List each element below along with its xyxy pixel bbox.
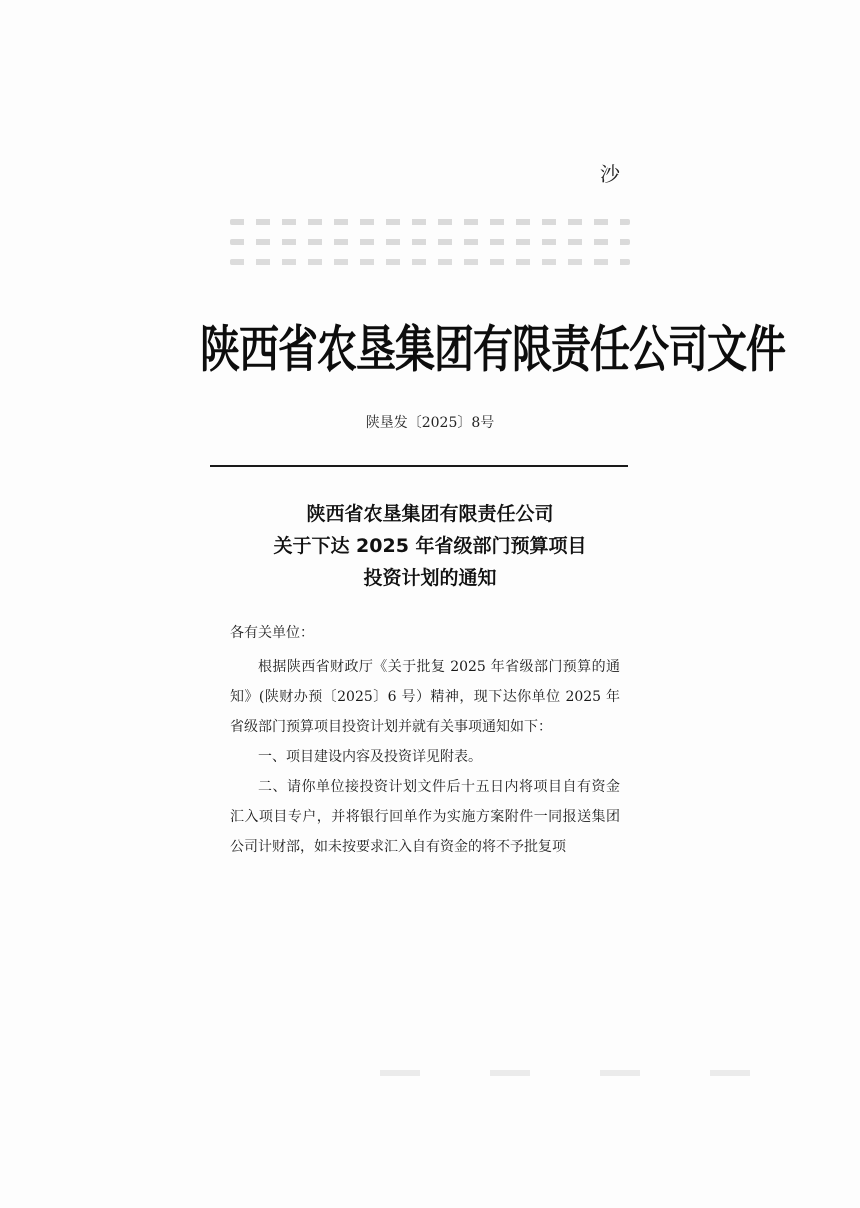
salutation: 各有关单位：: [230, 625, 314, 641]
notice-title: [0, 498, 860, 594]
title-line-1: 陕西省农垦集团有限责任公司: [306, 503, 554, 525]
body-paragraph-3: 二、请你单位接投资计划文件后十五日内将项目自有资金汇入项目专户，并将银行回单作为实施方案附件一同报送集团公司计财部，如未按要求汇入自有资金的将不予批复项: [230, 779, 620, 855]
handwritten-mark: 沙: [600, 162, 620, 186]
title-line-3: 投资计划的通知: [363, 567, 497, 589]
document-number: 陕垦发〔2025〕8号: [365, 415, 495, 431]
title-line-2: 关于下达 2025 年省级部门预算项目: [273, 535, 587, 557]
scan-noise: [380, 1070, 780, 1076]
bleed-through-marks: [230, 205, 630, 295]
body-paragraph-2: 一、项目建设内容及投资详见附表。: [258, 749, 482, 765]
red-header-title: 陕西省农垦集团有限责任公司文件: [200, 320, 785, 379]
body-paragraph-1: 根据陕西省财政厅《关于批复 2025 年省级部门预算的通知》(陕财办预〔2025〕6 号）精神，现下达你单位 2025 年省级部门预算项目投资计划并就有关事项通知如下：: [230, 659, 620, 735]
header-divider-rule: [210, 465, 628, 467]
notice-body: [230, 618, 620, 862]
